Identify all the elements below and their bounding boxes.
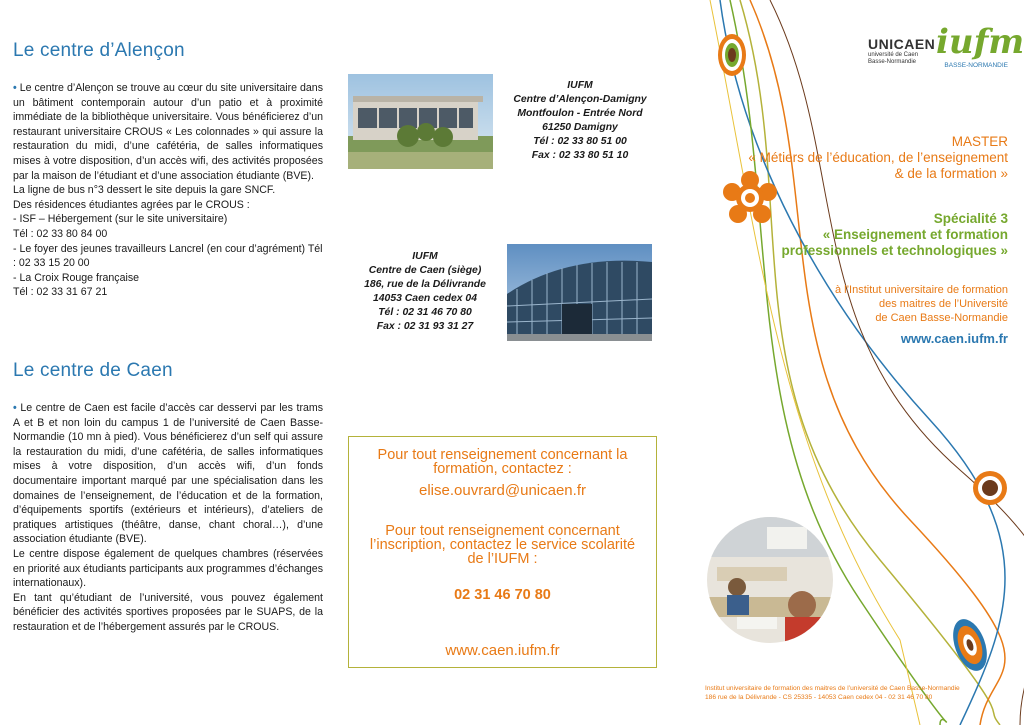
bullet-icon: •	[13, 82, 17, 94]
alencon-line: Des résidences étudiantes agrées par le CROUS :	[13, 198, 250, 211]
alencon-line: - Le foyer des jeunes travailleurs Lancrel (en cour d’agrément) Tél : 02 33 15 20 00	[13, 242, 323, 270]
alencon-line: La ligne de bus n°3 dessert le site depuis la gare SNCF.	[13, 184, 276, 197]
decor-circle-icon	[972, 470, 1008, 506]
alencon-paragraph: • Le centre d’Alençon se trouve au cœur du site universitaire dans un bâtiment contemporain autour d’un patio et à proximité immédiate de la bibliothèque universitaire. Vous bénéficierez d’un restaurant universitaire CROUS « Les colonnades » qui assure la restauration du midi, d’une cafétéria, de salles informatiques mises à votre disposition, d’un accès wifi, des activités proposées par la maison de l’étudiant et d’une association étudiante (BVE).	[13, 82, 323, 182]
caen-text	[13, 401, 323, 635]
caen-line: En tant qu’étudiant de l’université, vous pouvez également bénéficier des activités sportives proposées par le SUAPS, de la restauration et de l’hébergement assurés par le CROUS.	[13, 591, 323, 633]
unicaen-logo: UNICAEN université de Caen Basse-Normandie	[868, 36, 936, 65]
right-website-link[interactable]: www.caen.iufm.fr	[900, 331, 1008, 346]
caen-title: Le centre de Caen	[13, 360, 173, 381]
classroom-photo	[707, 517, 833, 643]
inscription-contact-heading: Pour tout renseignement concernant l’inscription, contactez le service scolarité de l’IUFM :	[369, 523, 636, 567]
master-title: MASTER « Métiers de l’éducation, de l’enseignement & de la formation »	[748, 134, 1008, 181]
caen-address: IUFM Centre de Caen (siège) 186, rue de la Délivrande 14053 Caen cedex 04 Tél : 02 31 46 70 80 Fax : 02 31 93 31 27	[364, 251, 486, 332]
alencon-line: Tél : 02 33 80 84 00	[13, 227, 108, 240]
decor-ring-icon	[716, 30, 748, 80]
alencon-text	[13, 81, 323, 300]
caen-line: Le centre dispose également de quelques chambres (réservées en priorité aux étudiants participants aux programmes d’échanges internationaux).	[13, 547, 323, 590]
footer-address: Institut universitaire de formation des maitres de l’université de Caen Basse-Normandie 186 rue de la Délivrande - CS 25335 - 14053 Caen cedex 04 - 02 31 46 70 80	[705, 685, 960, 701]
alencon-line: - ISF – Hébergement (sur le site universitaire)	[13, 213, 228, 226]
iufm-logo: iufm BASSE-NORMANDIE	[936, 22, 1024, 69]
institut-text: à l’Institut universitaire de formation des maitres de l’Université de Caen Basse-Normandie	[834, 284, 1008, 324]
alencon-line: - La Croix Rouge française	[13, 271, 140, 284]
alencon-line: Tél : 02 33 31 67 21	[13, 286, 108, 299]
contact-phone: 02 31 46 70 80	[454, 587, 551, 603]
contact-box	[348, 436, 657, 668]
alencon-address: IUFM Centre d’Alençon-Damigny Montfoulon - Entrée Nord 61250 Damigny Tél : 02 33 80 51 00 Fax : 02 33 80 51 10	[513, 80, 647, 161]
specialite-title: Spécialité 3 « Enseignement et formation professionnels et technologiques »	[781, 211, 1008, 258]
alencon-building-photo	[348, 74, 493, 169]
caen-paragraph: • Le centre de Caen est facile d’accès car desservi par les trams A et B et non loin du campus 1 de l’université de Caen Basse-Normandie (10 mn à pied). Vous bénéficierez d’un self qui assure la restauration du midi, d’une cafétéria, de salles informatiques mises à votre disposition, d’un accès wifi, d’un fonds documentaire important marqué par une spécialisation dans les domaines de l’enseignement, de l’éducation et de la formation, d’équipements sportifs (extérieurs et intérieurs), d’ateliers de pratiques artistiques (théâtre, danse, chant choral…), d’une association étudiante (BVE).	[13, 402, 323, 546]
alencon-title: Le centre d’Alençon	[13, 40, 185, 61]
contact-email[interactable]: elise.ouvrard@unicaen.fr	[419, 482, 586, 499]
caen-building-photo	[507, 244, 652, 341]
formation-contact-heading: Pour tout renseignement concernant la formation, contactez :	[377, 447, 628, 477]
contact-website-link[interactable]: www.caen.iufm.fr	[445, 642, 560, 659]
decor-flower-small-icon	[950, 612, 990, 678]
bullet-icon: •	[13, 402, 17, 414]
